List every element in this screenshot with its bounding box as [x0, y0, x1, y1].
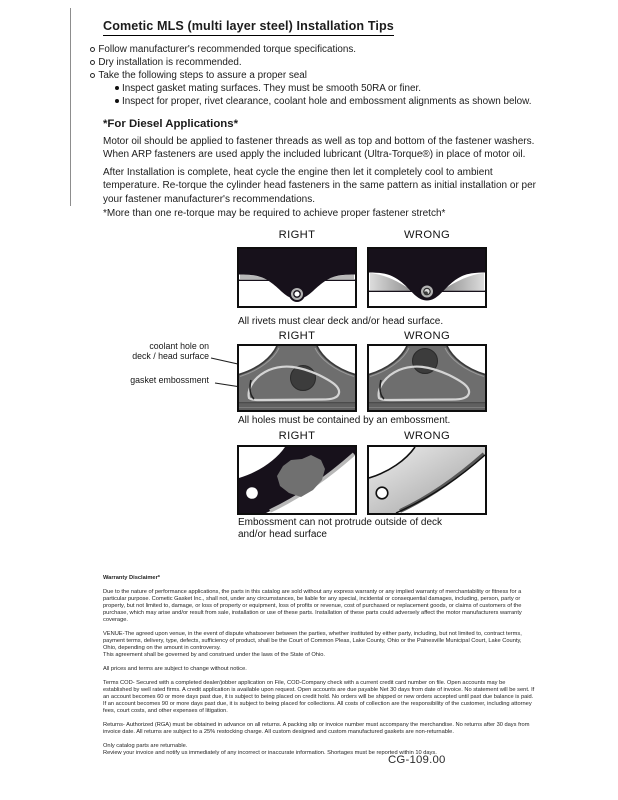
governing-law-line: This agreement shall be governed by and construed under the laws of the State of Ohio. [103, 652, 325, 658]
warranty-paragraph: Due to the nature of performance applications, the parts in this catalog are sold without any express warranty or any implied warranty of merchantability or fitness for a particular purpose. Cometic Gasket Inc., shall not, under any circumstances, be liable for any special, incidental or consequential damages, including, person, party or property, but not limited to, damage, or loss of property or equipment, loss of profits or revenue, cost of purchased or replacement goods, or claims of customers of the purchase, which may arise and/or result from sale, installation or use of these parts. Installation of these parts could adversely affect the motor manufacturers warranty coverage. [103, 589, 522, 623]
venue-paragraph: VENUE-The agreed upon venue, in the event of dispute whatsoever between the parties, whether instituted by either party, including, but not limited to, contract terms, payment terms, delivery, type, defects, sufficiency of product, shall be the Court of Common Pleas, Lake County, Ohio or the Painesville Municipal Court, Lake County, Ohio, depending on the amount in controversy. [103, 631, 522, 651]
diagram-embossment-wrong [367, 344, 487, 412]
warranty-disclaimer [103, 575, 535, 757]
tip-text: Inspect for proper, rivet clearance, coolant hole and embossment alignments as shown below. [122, 96, 532, 107]
retorque-note: *More than one re-torque may be required to achieve proper fastener stretch* [103, 208, 446, 219]
filled-bullet-icon [115, 99, 119, 103]
rivet-caption: All rivets must clear deck and/or head surface. [238, 316, 444, 327]
embossment-wrong-drawing [369, 346, 485, 410]
protrude-right-drawing [239, 447, 355, 513]
open-bullet-icon [90, 60, 95, 65]
tip-text: Inspect gasket mating surfaces. They must be smooth 50RA or finer. [122, 83, 421, 94]
page-code: CG-109.00 [388, 754, 446, 766]
list-item [90, 56, 550, 69]
filled-bullet-icon [115, 86, 119, 90]
right-label: RIGHT [278, 430, 316, 442]
terms-paragraph: Terms COD- Secured with a completed dealer/jobber application on File, COD-Company check with a current credit card number on file. Open accounts may be established by well rated firms. A credit application is available upon request. Open accounts are due payable Net 30 days from date of invoice. No statement will be sent. If an account becomes 60 or more days past due, it is subject to being placed on credit hold. No orders will be shipped or new orders accepted until past due balance is paid. If an account becomes 90 or more days past due, it is subject to being placed for collections. All costs of collection are the responsibility of the customer, including attorney fees, court costs, and other expenses of litigation. [103, 680, 535, 714]
diagram-rivet-right [237, 247, 357, 308]
tip-text: Take the following steps to assure a proper seal [98, 70, 307, 81]
wrong-label: WRONG [403, 430, 451, 442]
review-invoice-line: Review your invoice and notify us immediately of any incorrect or inaccurate information. Shortages must be reported within 10 days. [103, 750, 437, 756]
diagram-protrude-right [237, 445, 357, 515]
rivet-wrong-drawing [369, 249, 485, 306]
diagram-protrude-wrong [367, 445, 487, 515]
page-title: Cometic MLS (multi layer steel) Installation Tips [103, 19, 394, 36]
diesel-section-heading: *For Diesel Applications* [103, 118, 239, 130]
gasket-embossment-label: gasket embossment [130, 375, 209, 385]
diesel-paragraph-2: After Installation is complete, heat cycle the engine then let it completely cool to ambient temperature. Re-torque the cylinder head fasteners in the same pattern as initial installation or per your fastener manufacturer's recommendations. [103, 167, 537, 205]
wrong-label: WRONG [403, 229, 451, 241]
page-edge-line [70, 8, 71, 206]
list-item [90, 69, 550, 82]
diesel-paragraph-1: Motor oil should be applied to fastener threads as well as top and bottom of the fastener washers. When ARP fasteners are used apply the included lubricant (Ultra-Torque®) in place of motor oil. [103, 136, 535, 161]
warranty-heading: Warranty Disclaimer* [103, 575, 161, 581]
protrude-caption: Embossment can not protrude outside of deck and/or head surface [238, 517, 443, 540]
open-bullet-icon [90, 47, 95, 52]
wrong-label: WRONG [403, 330, 451, 342]
list-item [115, 82, 550, 95]
rivet-right-drawing [239, 249, 355, 306]
prices-line: All prices and terms are subject to change without notice. [103, 666, 247, 672]
holes-caption: All holes must be contained by an embossment. [238, 415, 451, 426]
right-label: RIGHT [278, 229, 316, 241]
list-item [90, 43, 550, 56]
installation-tips-list [90, 43, 550, 108]
returns-paragraph: Returns- Authorized (RGA) must be obtained in advance on all returns. A packing slip or invoice number must accompany the merchandise. No returns after 30 days from invoice date. All returns are subject to a 25% restocking charge. All custom designed and custom manufactured gaskets are non-returnable. [103, 722, 530, 735]
right-label: RIGHT [278, 330, 316, 342]
tip-text: Dry installation is recommended. [98, 57, 242, 68]
protrude-wrong-drawing [369, 447, 485, 513]
list-item [115, 95, 550, 108]
catalog-parts-line: Only catalog parts are returnable. [103, 743, 188, 749]
diagram-embossment-right [237, 344, 357, 412]
diagram-rivet-wrong [367, 247, 487, 308]
coolant-hole-label: coolant hole on deck / head surface [132, 341, 209, 362]
embossment-right-drawing [239, 346, 355, 410]
tip-text: Follow manufacturer's recommended torque specifications. [98, 44, 357, 55]
open-bullet-icon [90, 73, 95, 78]
